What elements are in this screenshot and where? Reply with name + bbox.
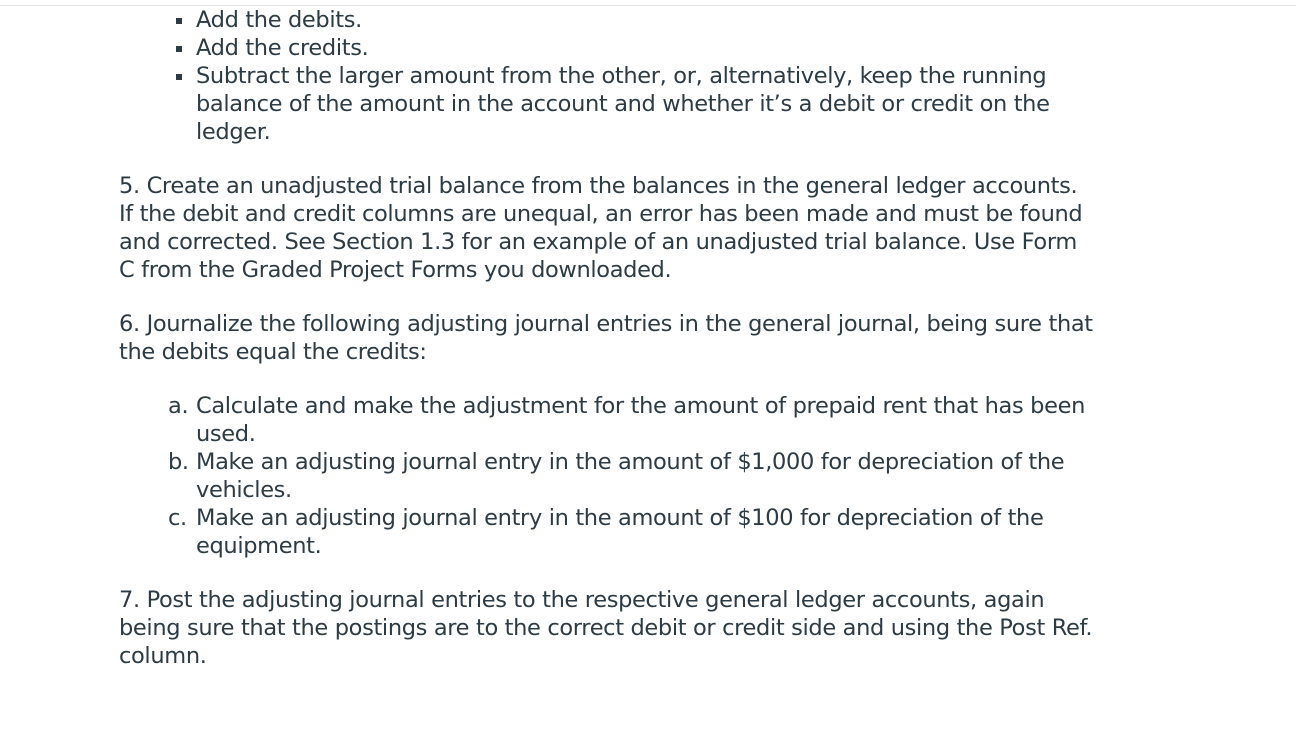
list-item: Subtract the larger amount from the other, or, alternatively, keep the running balance of the amount in the account and whether it’s a debit or credit on the ledger. [196, 62, 1094, 146]
adjustment-list [119, 392, 1094, 560]
step-6-paragraph: 6. Journalize the following adjusting journal entries in the general journal, being sure that the debits equal the credits: [119, 311, 1093, 365]
list-item: Add the debits. [196, 6, 1094, 34]
list-item-text: Calculate and make the adjustment for the amount of prepaid rent that has been used. [196, 393, 1085, 447]
bullet-list [119, 6, 1094, 146]
step-7-paragraph: 7. Post the adjusting journal entries to the respective general ledger accounts, again being sure that the postings are to the correct debit or credit side and using the Post Ref. column. [119, 587, 1093, 669]
list-item [168, 504, 1094, 560]
list-marker: b. [168, 449, 189, 475]
list-item [168, 392, 1094, 448]
step-5-paragraph: 5. Create an unadjusted trial balance from the balances in the general ledger accounts. If the debit and credit columns are unequal, an error has been made and must be found and corrected. See Section 1.3 for an example of an unadjusted trial balance. Use Form C from the Graded Project Forms you downloaded. [119, 173, 1083, 283]
document-body [119, 6, 1094, 670]
list-item-text: Make an adjusting journal entry in the amount of $100 for depreciation of the equipment. [196, 505, 1044, 559]
list-marker: a. [168, 393, 189, 419]
list-item [168, 448, 1094, 504]
list-marker: c. [168, 505, 187, 531]
list-item: Add the credits. [196, 34, 1094, 62]
list-item-text: Make an adjusting journal entry in the amount of $1,000 for depreciation of the vehicles. [196, 449, 1065, 503]
